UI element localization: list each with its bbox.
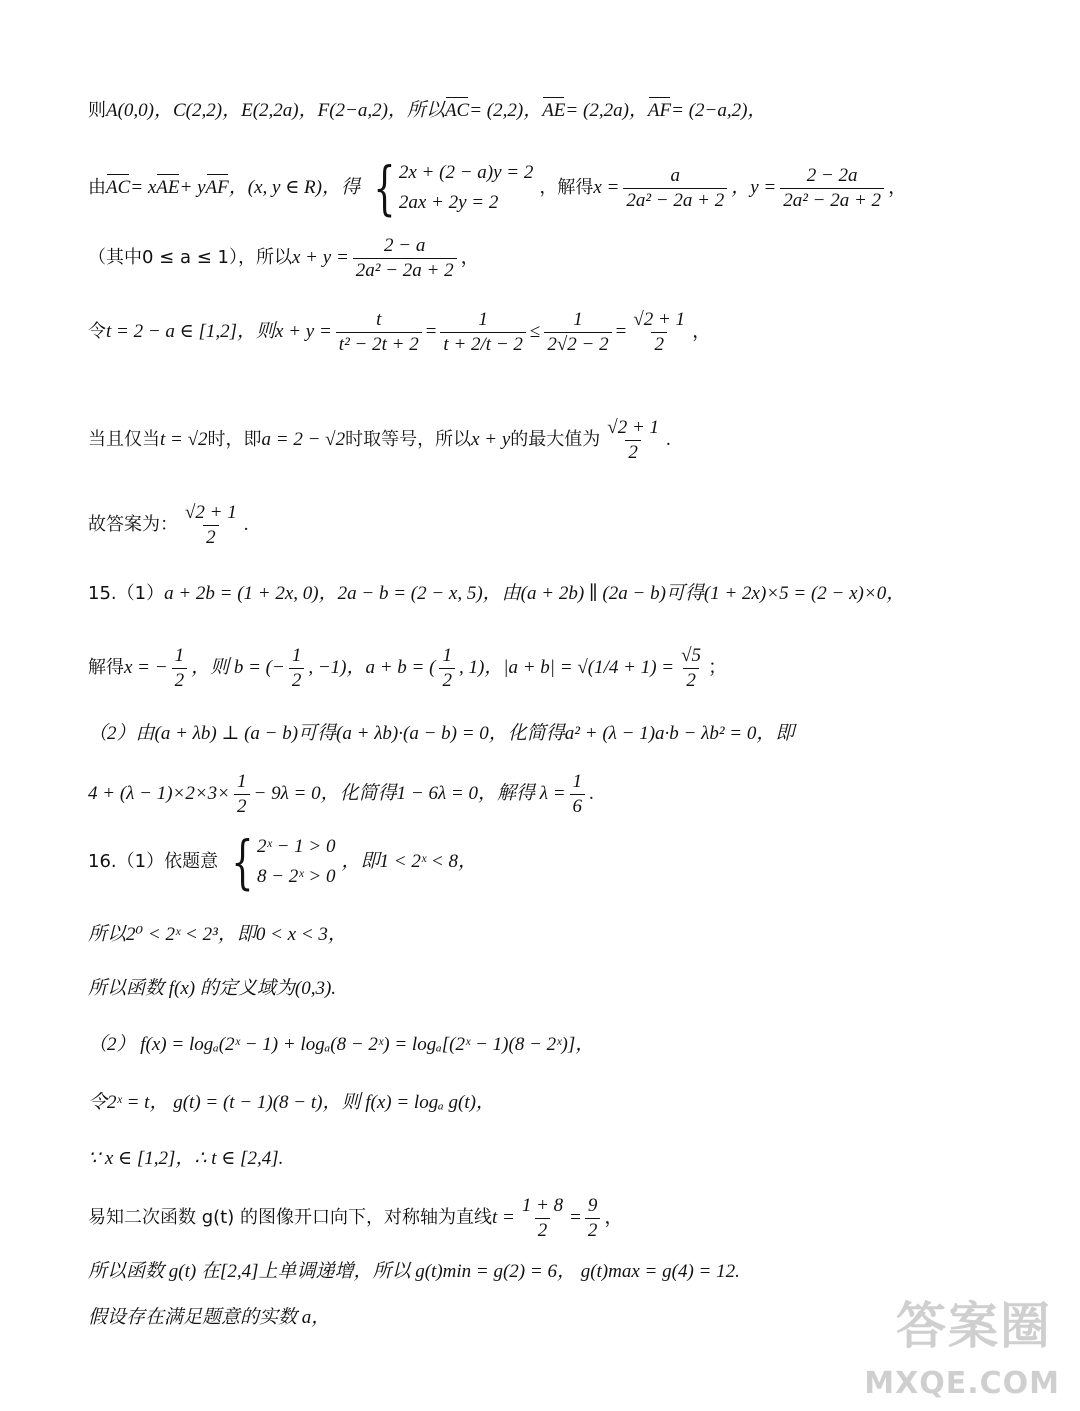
- numerator: 1 + 8: [521, 1194, 564, 1216]
- fraction: [172, 644, 188, 693]
- text: 所以函数 f(x) 的定义域为(0,3).: [88, 978, 337, 999]
- text: A(0,0)，C(2,2)，E(2,2a)，F(2−a,2)，所以: [106, 100, 445, 121]
- numerator: √5: [681, 644, 702, 666]
- s14-line5: 当且仅当 t = √2 时，即 a = 2 − √2 时取等号，所以 x + y 的最大值为 $\frac{√2 + 1}{2}$ .: [88, 416, 671, 463]
- s14-line1: [88, 97, 1010, 125]
- fraction: [544, 308, 611, 357]
- question-number: 15.（1）: [88, 583, 165, 604]
- answer-fraction: [182, 501, 240, 550]
- text: （其中0 ≤ a ≤ 1），所以: [88, 247, 292, 268]
- denominator: 2: [625, 440, 641, 465]
- text: 所以2⁰ < 2ˣ < 2³，即0 < x < 3，: [88, 924, 347, 945]
- numerator: 1: [291, 644, 302, 666]
- text: 易知二次函数 g(t) 的图像开口向下，对称轴为直线: [88, 1207, 492, 1228]
- text: 的最大值为: [510, 429, 601, 450]
- text: 4 + (λ − 1)×2×3×: [88, 783, 230, 804]
- text: t = 2 − a ∈ [1,2]，则: [106, 321, 276, 342]
- s15-line4: 4 + (λ − 1)×2×3× $\frac{1}{2}$ − 9λ = 0，化简得1 − 6λ = 0，解得 λ = $\frac{1}{6}$ .: [88, 770, 594, 817]
- vector-AC: AC: [445, 97, 469, 125]
- s14-line2: 由 AC = x AE + y AF ，(x, y ∈ R)，得 { 2x + (2 − a)y = 2 2ax + 2y = 2 ，解得 x = $\frac{a}{\text{2a² − 2a + 2}}$ ，y = $\frac{2 - 2a}{\text{2a² − 2a + 2}}$ ，: [88, 154, 908, 222]
- text: x + y =: [292, 247, 349, 268]
- denominator: 6: [570, 794, 586, 819]
- text: + y: [179, 177, 206, 198]
- s16-line9: [88, 1304, 1010, 1332]
- watermark-logo: [864, 1286, 1060, 1401]
- text: ，(x, y ∈ R)，得: [228, 177, 360, 198]
- s14-line4: 令 t = 2 − a ∈ [1,2]，则 x + y = $\frac{t}{\text{t² − 2t + 2}}$ = $\frac{1}{t + 2/t - 2}$ ≤ $\frac{1}{2√2 - 2}$ = $\frac{√2 + 1}{2}$ ，: [88, 308, 712, 355]
- system-row: 2ax + 2y = 2: [398, 192, 499, 213]
- text: , 1)，|a + b| = √(1/4 + 1) =: [458, 657, 675, 678]
- denominator: 2: [585, 1218, 601, 1243]
- denominator: t + 2/t − 2: [440, 332, 525, 357]
- vector-AE: AE: [156, 174, 179, 202]
- s14-line3: （其中0 ≤ a ≤ 1），所以 x + y = $\frac{2 - a}{\text{2a² − 2a + 2}}$ ，: [88, 234, 480, 281]
- watermark-bottom: MXQE.COM: [864, 1366, 1060, 1401]
- denominator: 2a² − 2a + 2: [780, 188, 884, 213]
- s16-line5: [88, 1089, 1010, 1117]
- fraction: [623, 164, 727, 213]
- brace-icon: {: [231, 828, 254, 896]
- text: = (2,2)，: [469, 100, 543, 121]
- s14-line6: 故答案为： $\frac{√2 + 1}{2}$ .: [88, 501, 249, 548]
- vector-AC: AC: [106, 174, 130, 202]
- system-row: 2ˣ − 1 > 0: [256, 836, 336, 857]
- fraction: [585, 1194, 601, 1243]
- text: 时，即: [207, 429, 262, 450]
- numerator: √2 + 1: [633, 308, 686, 330]
- numerator: 1: [174, 644, 185, 666]
- fraction: [780, 164, 884, 213]
- fraction: [336, 308, 422, 357]
- text: x + y =: [275, 321, 332, 342]
- inequality-system: [224, 828, 336, 896]
- answer-label: 故答案为：: [88, 514, 178, 535]
- text: ∵ x ∈ [1,2]，∴ t ∈ [2,4].: [88, 1148, 284, 1169]
- s15-line3: [88, 720, 1010, 748]
- text: 则: [88, 100, 106, 121]
- numerator: t: [376, 308, 382, 330]
- fraction: [570, 770, 586, 819]
- numerator: 1: [573, 308, 583, 330]
- denominator: 2a² − 2a + 2: [623, 188, 727, 213]
- text: 假设存在满足题意的实数 a，: [88, 1307, 331, 1328]
- text: x = −: [124, 657, 168, 678]
- fraction: [439, 644, 455, 693]
- denominator: 2: [683, 668, 699, 693]
- s16-line8: [88, 1258, 1010, 1286]
- system-row: 2x + (2 − a)y = 2: [398, 162, 534, 183]
- s16-line6: [88, 1145, 1010, 1173]
- s15-line1: [88, 580, 1010, 608]
- numerator: 9: [587, 1194, 598, 1216]
- vector-AF: AF: [206, 174, 229, 202]
- system-row: 8 − 2ˣ > 0: [256, 866, 336, 887]
- denominator: 2: [535, 1218, 551, 1243]
- fraction: [604, 416, 662, 465]
- text: ，y =: [731, 177, 777, 198]
- denominator: 2: [439, 668, 455, 693]
- text: 令: [88, 321, 106, 342]
- equation-system: [366, 154, 534, 222]
- text: ，即1 < 2ˣ < 8，: [341, 851, 478, 872]
- vector-AE: AE: [542, 97, 565, 125]
- s16-line4: [88, 1031, 1010, 1059]
- text: t = √2: [160, 429, 208, 450]
- s15-line2: 解得 x = − $\frac{1}{2}$ ，则 b = (− $\frac{1}{2}$ , −1)，a + b = ( $\frac{1}{2}$ , 1)，|a + b| = √(1/4 + 1) = $\frac{√5}{2}$ ；: [88, 644, 728, 691]
- numerator: 1: [237, 770, 247, 792]
- denominator: 2: [651, 332, 667, 357]
- text: = (2−a,2)，: [671, 100, 767, 121]
- s16-line3: [88, 975, 1010, 1003]
- text: x + y: [471, 429, 511, 450]
- text: （2） f(x) = logₐ(2ˣ − 1) + logₐ(8 − 2ˣ) = logₐ[(2ˣ − 1)(8 − 2ˣ)]，: [88, 1034, 595, 1055]
- numerator: 2 − a: [384, 234, 426, 256]
- text: t =: [491, 1207, 515, 1228]
- watermark-top: 答案圈: [896, 1297, 1052, 1355]
- text: 令2ˣ = t， g(t) = (t − 1)(8 − t)，则 f(x) = logₐ g(t)，: [88, 1092, 495, 1113]
- denominator: 2a² − 2a + 2: [353, 258, 457, 283]
- text: = (2,2a)，: [565, 100, 648, 121]
- text: ，解得: [539, 177, 594, 198]
- text: = x: [130, 177, 157, 198]
- question-number: 16.（1）依题意: [88, 851, 219, 872]
- numerator: √2 + 1: [607, 416, 660, 438]
- text: （2）由(a + λb) ⊥ (a − b)可得(a + λb)·(a − b) = 0，化简得a² + (λ − 1)a·b − λb² = 0，即: [88, 723, 795, 744]
- numerator: 1: [478, 308, 488, 330]
- fraction: [234, 770, 250, 819]
- numerator: √2 + 1: [185, 501, 237, 523]
- fraction: [678, 644, 704, 693]
- text: 由: [88, 177, 106, 198]
- denominator: t² − 2t + 2: [336, 332, 422, 357]
- numerator: 1: [572, 770, 583, 792]
- brace-icon: {: [373, 154, 396, 222]
- numerator: 2 − 2a: [806, 164, 858, 186]
- text: 解得: [88, 657, 124, 678]
- text: ，则 b = (−: [191, 657, 285, 678]
- fraction: [353, 234, 457, 283]
- text: x =: [593, 177, 620, 198]
- fraction: [289, 644, 305, 693]
- denominator: 2: [234, 794, 250, 819]
- denominator: 2: [203, 525, 219, 550]
- vector-AF: AF: [648, 97, 671, 125]
- fraction: [440, 308, 525, 357]
- s16-line2: [88, 921, 1010, 949]
- text: a = 2 − √2: [261, 429, 346, 450]
- text: 所以函数 g(t) 在[2,4]上单调递增，所以 g(t)min = g(2) = 6， g(t)max = g(4) = 12.: [88, 1261, 740, 1282]
- text: 时取等号，所以: [345, 429, 472, 450]
- denominator: 2√2 − 2: [544, 332, 611, 357]
- denominator: 2: [172, 668, 188, 693]
- text: 当且仅当: [88, 429, 160, 450]
- text: − 9λ = 0，化简得1 − 6λ = 0，解得 λ =: [253, 783, 566, 804]
- text: a + 2b = (1 + 2x, 0)，2a − b = (2 − x, 5)，由(a + 2b) ∥ (2a − b)可得(1 + 2x)×5 = (2 − x)×0，: [164, 583, 906, 604]
- numerator: a: [670, 164, 681, 186]
- numerator: 1: [442, 644, 452, 666]
- denominator: 2: [289, 668, 305, 693]
- fraction: [519, 1194, 566, 1243]
- s16-line1: [88, 828, 1010, 896]
- text: , −1)，a + b = (: [308, 657, 436, 678]
- s16-line7: 易知二次函数 g(t) 的图像开口向下，对称轴为直线 t = $\frac{1 + 8}{2}$ = $\frac{9}{2}$ ，: [88, 1194, 624, 1241]
- fraction: [630, 308, 688, 357]
